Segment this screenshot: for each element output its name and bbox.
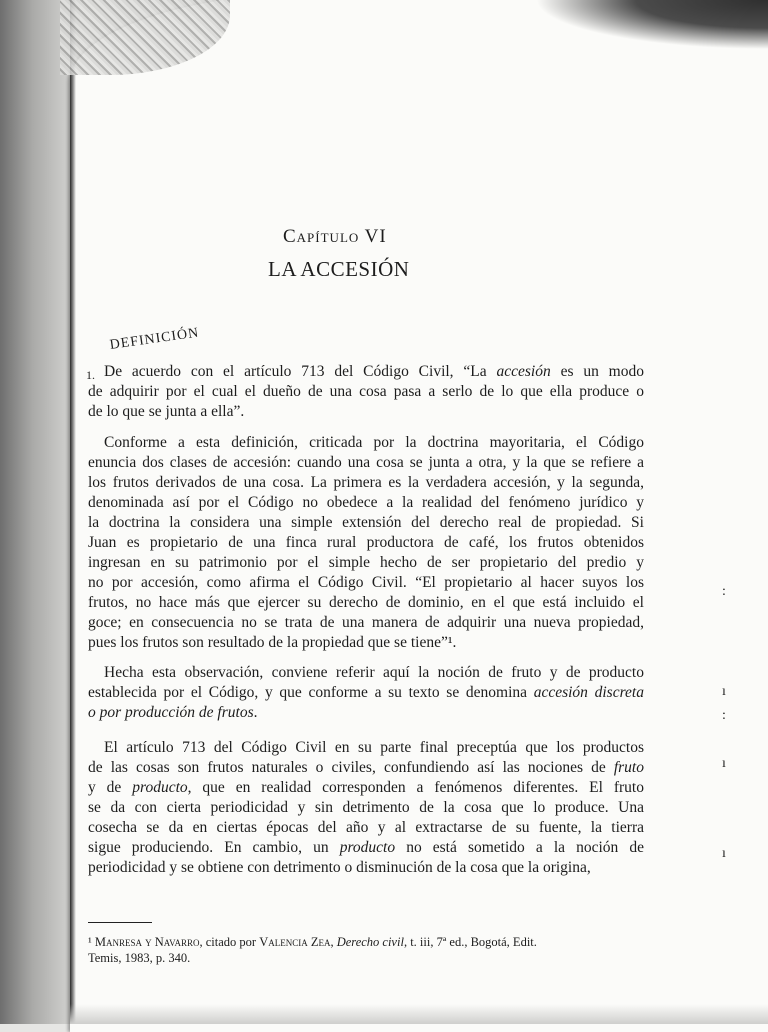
paragraph-number: 1. [86,368,95,382]
body-line-text: cosecha se da en ciertas épocas del año y al extractarse de su fuente, la tierra [88,819,644,836]
footnote-marker: ¹ [88,935,92,949]
margin-mark: ı [722,846,726,861]
body-line-text: de lo que se junta a ella”. [88,403,245,420]
page-bottom-shadow [70,1004,768,1024]
footnote-text-1: , citado por [199,935,260,949]
body-line-text: y de [88,779,133,796]
body-line [88,382,644,402]
body-line [88,838,644,858]
body-line-text: no está sometido a la noción de [395,839,644,856]
footnote-line-1 [88,934,644,950]
body-line-text: . [253,704,258,721]
body-line-text: Juan es propietario de una finca rural productora de café, los frutos obtenidos [88,534,644,551]
body-line [104,362,644,382]
body-line [88,703,644,723]
body-line-emphasis: accesión discreta [533,684,644,701]
body-line [88,818,644,838]
body-line-text: de adquirir por el cual el dueño de una cosa pasa a serlo de lo que ella produce o [88,383,644,400]
body-line [88,473,644,493]
body-line-text: denominada así por el Código no obedece a la realidad del fenómeno jurídico y [88,494,644,511]
body-line-text: de las cosas son frutos naturales o civiles, confundiendo así las nociones de [88,759,614,776]
body-line [88,858,644,878]
body-line-emphasis: producto [339,839,396,856]
body-line [88,493,644,513]
body-line-emphasis: o por producción de frutos [88,704,254,721]
footnote-rule [88,922,152,923]
chapter-title: LA ACCESIÓN [268,257,410,281]
body-line-text: se da con cierta periodicidad y sin detrimento de la cosa que lo produce. Una [88,799,644,816]
body-line-text: pues los frutos son resultado de la propiedad que se tiene”¹. [88,634,457,651]
body-line-text: goce; en consecuencia no se trata de una manera de adquirir una nueva propiedad, [88,614,644,631]
footnote-text-3: , t. iii, 7ª ed., Bogotá, Edit. [403,935,537,949]
body-line-text: Hecha esta observación, conviene referir aquí la noción de fruto y de producto [104,664,644,681]
body-line-text: enuncia dos clases de accesión: cuando una cosa se junta a otra, y la que se refiere a [88,454,644,471]
body-line [104,433,644,453]
body-line [88,683,644,703]
body-line-text: Conforme a esta definición, criticada por la doctrina mayoritaria, el Código [104,434,644,451]
body-line-text: ingresan en su patrimonio por el simple hecho de ser propietario del predio y [88,554,644,571]
body-line [88,402,644,422]
body-line [88,513,644,533]
body-line [88,533,644,553]
body-line [104,663,644,683]
body-line [104,738,644,758]
chapter-label: Capítulo VI [283,226,387,247]
body-line-emphasis: accesión [496,363,551,380]
body-line-text: De acuerdo con el artículo 713 del Código Civil, “La [104,363,497,380]
body-line-text: la doctrina la considera una simple extensión del derecho real de propiedad. Si [88,514,644,531]
body-line [88,633,644,653]
body-line [88,778,644,798]
margin-mark: : [722,584,726,599]
body-line [88,553,644,573]
footnote-work: Derecho civil [336,935,404,949]
footnote-text-2: , [330,935,337,949]
body-line-text: sigue produciendo. En cambio, un [88,839,340,856]
margin-mark: ı [722,756,726,771]
body-line-emphasis: fruto [613,759,644,776]
body-line-text: los frutos derivados de una cosa. La primera es la verdadera accesión, y la segunda, [88,474,644,491]
body-line-text: establecida por el Código, y que conforme a su texto se denomina [88,684,534,701]
body-line [88,798,644,818]
footnote-author-2: Valencia Zea [259,935,331,949]
body-line-text: El artículo 713 del Código Civil en su parte final preceptúa que los productos [104,739,644,756]
section-heading: DEFINICIÓN [108,325,201,353]
footnote-line-2: Temis, 1983, p. 340. [88,951,191,965]
page-binding-shadow [70,0,76,1024]
body-line [88,758,644,778]
body-line-text: es un modo [550,363,644,380]
body-line [88,453,644,473]
body-line [88,613,644,633]
body-line-emphasis: producto [132,779,188,796]
body-line [88,593,644,613]
margin-mark: : [722,708,726,723]
footnote-author-1: Manresa y Navarro [94,935,200,949]
body-line [88,573,644,593]
body-line-text: periodicidad y se obtiene con detrimento o disminución de la cosa que la origina, [88,859,591,876]
body-line-text: frutos, no hace más que ejercer su derecho de dominio, en el que está incluido el [88,594,644,611]
body-line-text: , que en realidad corresponden a fenómenos diferentes. El fruto [187,779,644,796]
scanner-edge [0,0,80,1024]
body-line-text: no por accesión, como afirma el Código Civil. “El propietario al hacer suyos los [88,574,644,591]
margin-mark: ı [722,684,726,699]
